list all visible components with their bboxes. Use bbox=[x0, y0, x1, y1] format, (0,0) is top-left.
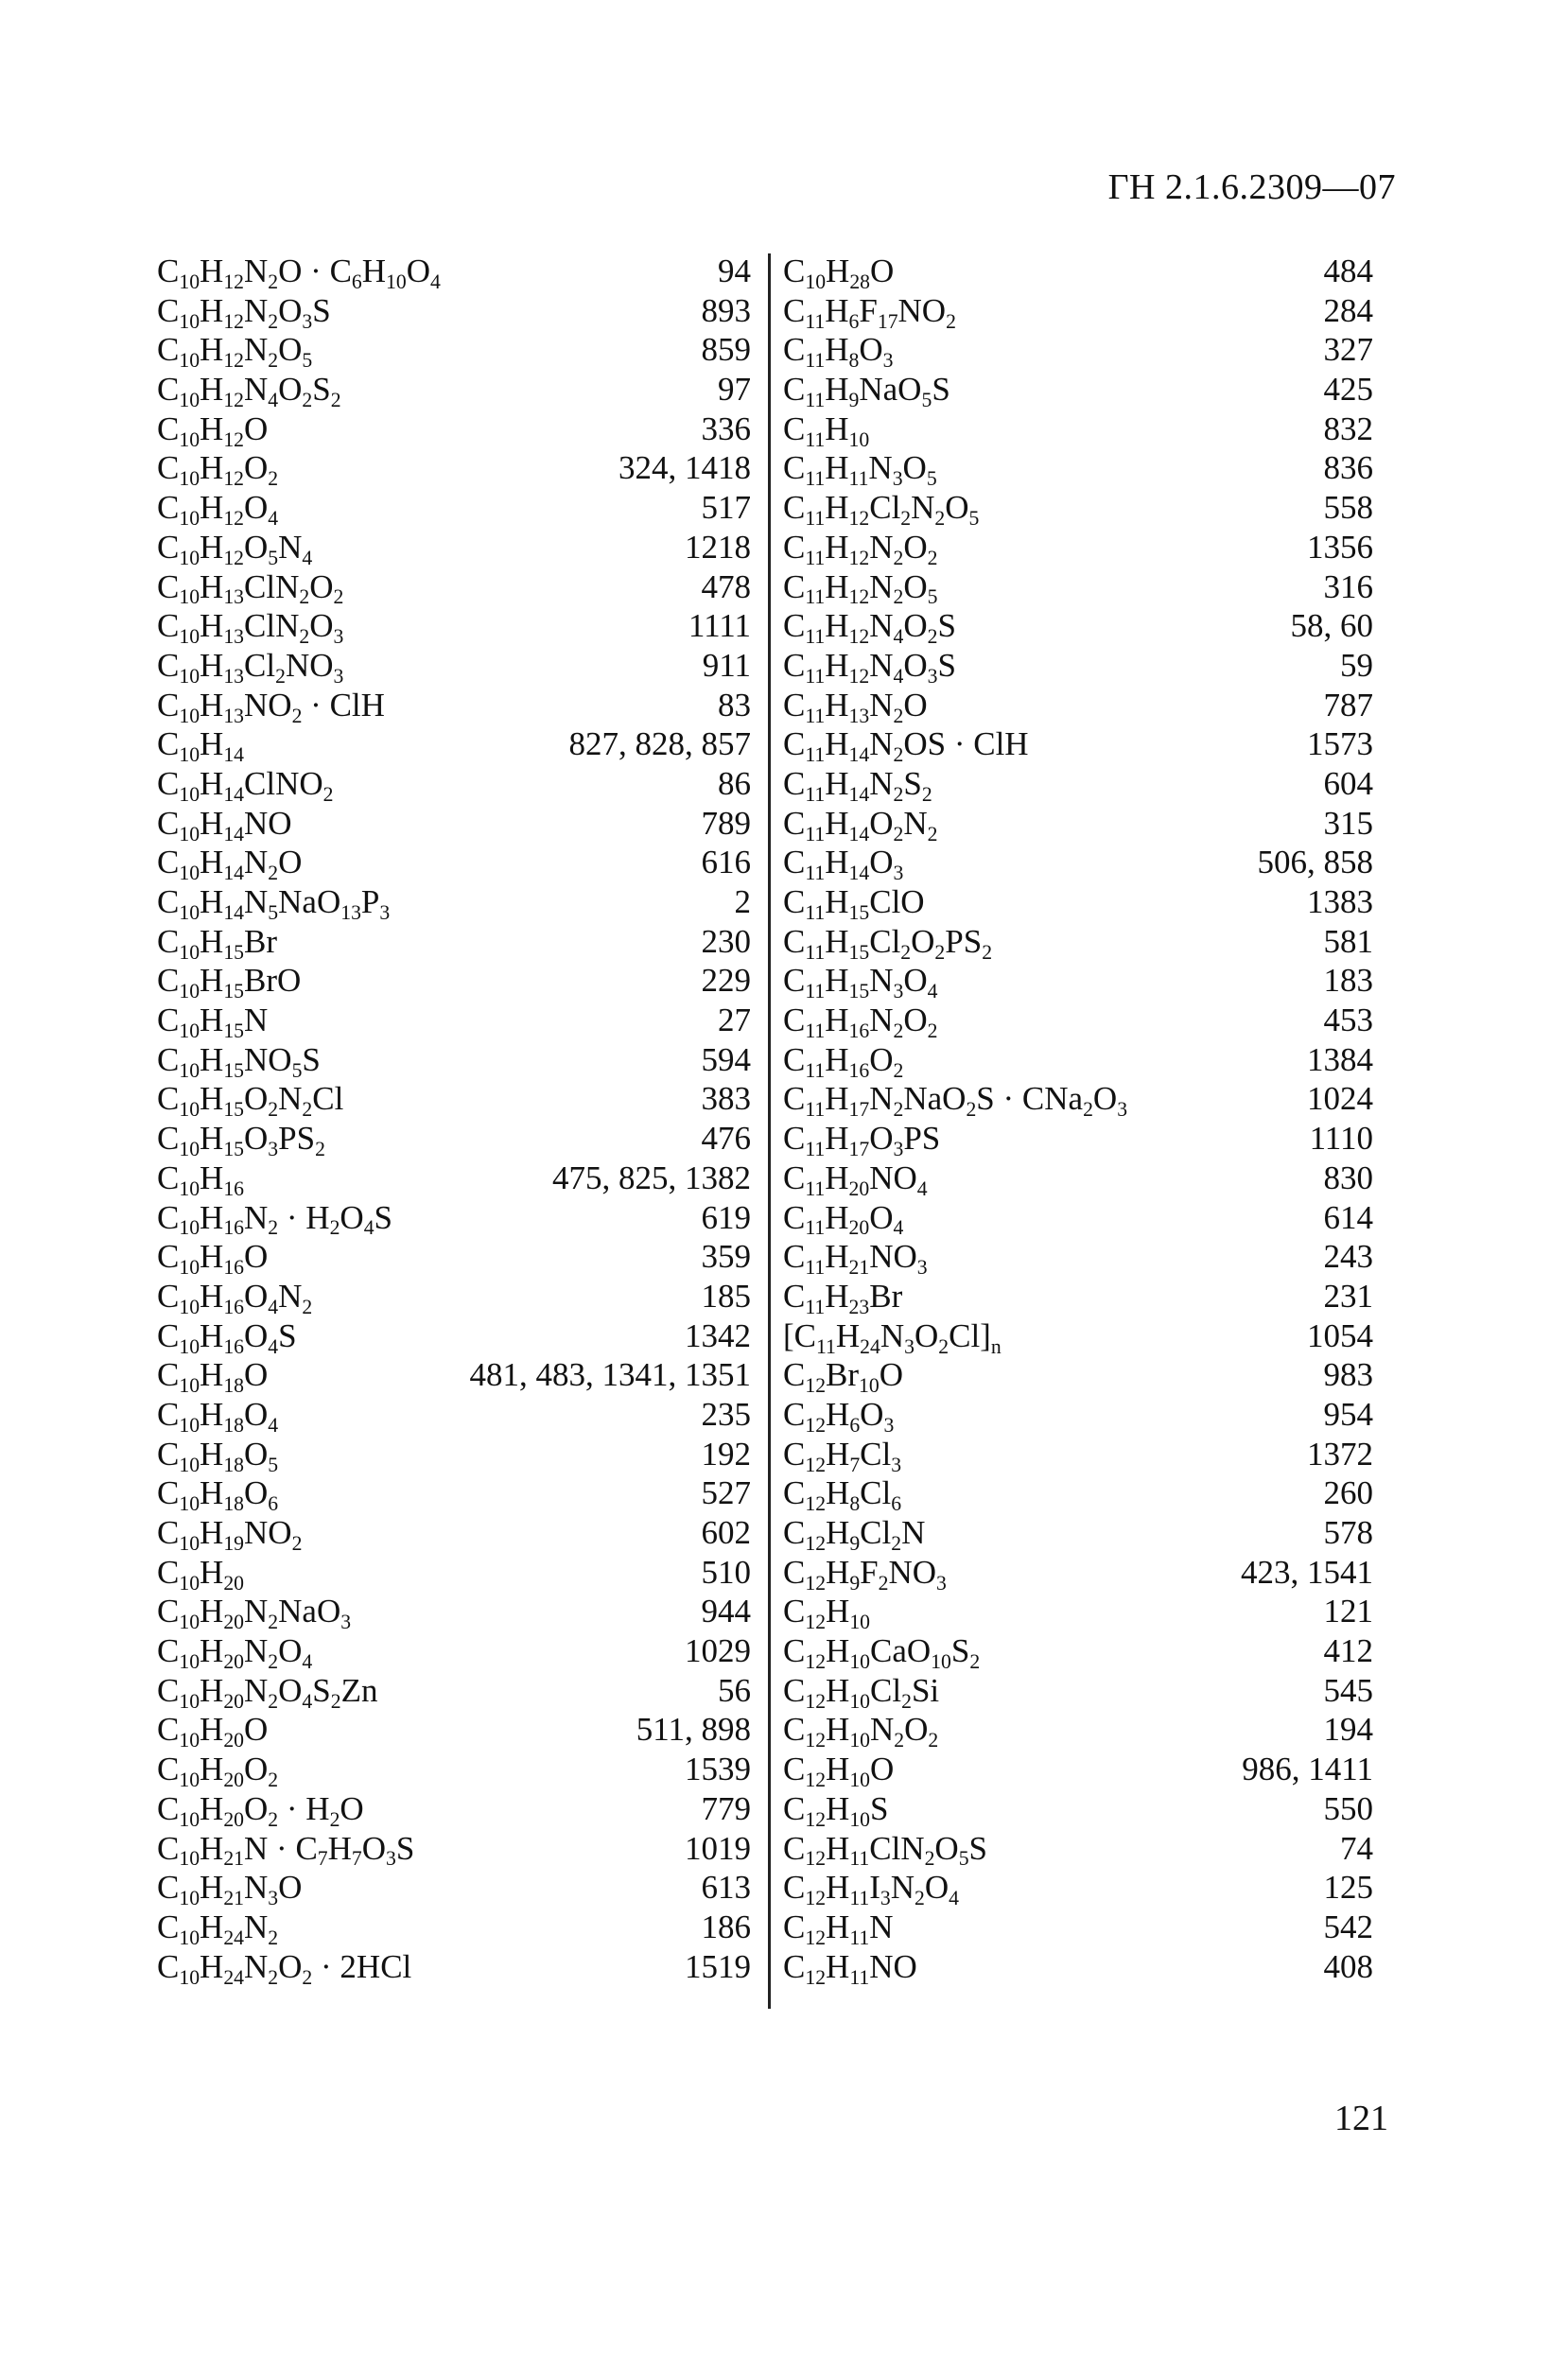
index-entry bbox=[783, 330, 1373, 373]
index-entry bbox=[157, 922, 751, 962]
page-references: 125 bbox=[1323, 1869, 1373, 1907]
page-references: 1539 bbox=[685, 1751, 751, 1788]
index-entry bbox=[783, 764, 1373, 804]
chemical-formula: $C_{10}H_{28}O$ bbox=[783, 253, 895, 293]
index-entry bbox=[157, 1277, 751, 1316]
page-references: 231 bbox=[1323, 1277, 1373, 1315]
index-entry bbox=[783, 1395, 1373, 1435]
chemical-formula: $C_{10}H_{12}N_2O_5$ bbox=[157, 331, 313, 373]
chemical-formula: $C_{10}H_{16}O_4N_2$ bbox=[157, 1277, 313, 1318]
page-references: 511, 898 bbox=[636, 1711, 751, 1749]
page-references: 911 bbox=[702, 646, 751, 684]
chemical-formula: $C_{12}H_{11}NO$ bbox=[783, 1947, 917, 1989]
chemical-formula: $C_{11}H_{11}N_3O_5$ bbox=[783, 449, 937, 491]
chemical-formula: $C_{11}H_{12}N_4O_2S$ bbox=[783, 607, 956, 649]
page-references: 183 bbox=[1323, 962, 1373, 1000]
page-references: 383 bbox=[701, 1080, 751, 1118]
page-references: 235 bbox=[701, 1395, 751, 1433]
chemical-formula: $C_{12}H_9Cl_2N$ bbox=[783, 1514, 926, 1555]
index-entry bbox=[783, 1198, 1373, 1238]
chemical-formula: $C_{10}H_{15}Br$ bbox=[157, 922, 278, 964]
page-references: 27 bbox=[718, 1002, 751, 1039]
index-entry bbox=[783, 882, 1373, 922]
index-entry bbox=[157, 686, 751, 725]
index-entry bbox=[157, 291, 751, 331]
page-references: 1356 bbox=[1307, 528, 1373, 566]
index-entry bbox=[783, 410, 1373, 449]
chemical-formula: $C_{11}H_{10}$ bbox=[783, 410, 870, 451]
page-references: 594 bbox=[701, 1040, 751, 1078]
page-references: 1110 bbox=[1309, 1120, 1373, 1158]
page-references: 412 bbox=[1323, 1632, 1373, 1670]
index-entry bbox=[157, 961, 751, 1001]
formula-index-left-column bbox=[157, 252, 751, 1989]
page-references: 1383 bbox=[1307, 883, 1373, 920]
chemical-formula: $C_{10}H_{16}O_4S$ bbox=[157, 1316, 297, 1358]
page-references: 836 bbox=[1323, 449, 1373, 487]
index-entry bbox=[783, 1237, 1373, 1280]
index-entry bbox=[157, 764, 751, 804]
chemical-formula: $C_{12}H_{10}Cl_2Si$ bbox=[783, 1671, 940, 1713]
index-entry bbox=[157, 1119, 751, 1159]
page-references: 954 bbox=[1323, 1395, 1373, 1433]
chemical-formula: $C_{10}H_{12}N_4O_2S_2$ bbox=[157, 371, 341, 411]
page-references: 619 bbox=[701, 1198, 751, 1236]
index-entry bbox=[783, 370, 1373, 410]
chemical-formula: $C_{10}H_{20}O$ bbox=[157, 1711, 269, 1752]
index-entry bbox=[783, 1001, 1373, 1040]
chemical-formula: $C_{11}H_8O_3$ bbox=[783, 331, 894, 373]
chemical-formula: $C_{10}H_{18}O_6$ bbox=[157, 1474, 279, 1516]
page-references: 604 bbox=[1323, 764, 1373, 802]
page-references: 986, 1411 bbox=[1242, 1751, 1373, 1788]
page-references: 478 bbox=[701, 567, 751, 605]
index-entry bbox=[783, 291, 1373, 331]
chemical-formula: $C_{10}H_{24}N_2O_2 \cdot 2HCl$ bbox=[157, 1947, 412, 1989]
chemical-formula: $C_{10}H_{14}N_5NaO_{13}P_3$ bbox=[157, 883, 391, 924]
chemical-formula: $C_{10}H_{16}O$ bbox=[157, 1238, 269, 1280]
chemical-formula: $C_{11}H_{17}N_2NaO_2S \cdot CNa_2O_3$ bbox=[783, 1080, 1128, 1122]
page-references: 475, 825, 1382 bbox=[552, 1159, 751, 1196]
formula-index-right-column bbox=[783, 252, 1373, 1989]
page-number: 121 bbox=[1334, 2099, 1388, 2138]
index-entry bbox=[783, 1079, 1373, 1122]
chemical-formula: $C_{10}H_{13}ClN_2O_2$ bbox=[157, 567, 344, 609]
index-entry bbox=[157, 567, 751, 607]
index-entry bbox=[783, 1553, 1373, 1593]
index-entry bbox=[157, 1237, 751, 1280]
index-entry bbox=[783, 1868, 1373, 1908]
chemical-formula: $C_{10}H_{14}NO$ bbox=[157, 804, 292, 845]
page-references: 94 bbox=[718, 253, 751, 289]
chemical-formula: $C_{10}H_{18}O_5$ bbox=[157, 1435, 279, 1476]
page-references: 827, 828, 857 bbox=[568, 725, 751, 763]
chemical-formula: $C_{10}H_{15}O_3PS_2$ bbox=[157, 1120, 325, 1161]
chemical-formula: $C_{11}H_{15}ClO$ bbox=[783, 883, 925, 924]
page-references: 58, 60 bbox=[1290, 607, 1373, 645]
index-entry bbox=[783, 686, 1373, 725]
index-entry bbox=[783, 1316, 1373, 1356]
page-references: 1019 bbox=[685, 1829, 751, 1867]
index-entry bbox=[783, 1435, 1373, 1474]
page-references: 453 bbox=[1323, 1002, 1373, 1039]
chemical-formula: $C_{10}H_{15}N$ bbox=[157, 1002, 269, 1042]
chemical-formula: $C_{12}H_8Cl_6$ bbox=[783, 1474, 902, 1516]
chemical-formula: $C_{11}H_{15}Cl_2O_2PS_2$ bbox=[783, 922, 993, 964]
page-references: 121 bbox=[1323, 1593, 1373, 1630]
page-references: 1342 bbox=[685, 1316, 751, 1354]
chemical-formula: $C_{10}H_{15}NO_5S$ bbox=[157, 1040, 321, 1082]
index-entry bbox=[157, 330, 751, 373]
chemical-formula: $C_{11}H_{14}O_3$ bbox=[783, 844, 904, 885]
chemical-formula: $C_{10}H_{13}ClN_2O_3$ bbox=[157, 607, 344, 649]
index-entry bbox=[157, 1671, 751, 1711]
index-entry bbox=[783, 1671, 1373, 1711]
index-entry bbox=[783, 1947, 1373, 1987]
page-references: 545 bbox=[1323, 1671, 1373, 1709]
index-entry bbox=[783, 488, 1373, 531]
page-references: 506, 858 bbox=[1257, 844, 1373, 881]
chemical-formula: $C_{12}H_{10}N_2O_2$ bbox=[783, 1711, 939, 1752]
chemical-formula: $C_{10}H_{12}O_4$ bbox=[157, 489, 279, 531]
index-entry bbox=[157, 1355, 751, 1398]
chemical-formula: $C_{11}H_{12}Cl_2N_2O_5$ bbox=[783, 489, 980, 531]
index-entry bbox=[157, 646, 751, 686]
index-entry bbox=[157, 1473, 751, 1516]
index-entry bbox=[157, 1908, 751, 1947]
chemical-formula: $C_{10}H_{24}N_2$ bbox=[157, 1908, 279, 1949]
index-entry bbox=[157, 804, 751, 844]
page-references: 602 bbox=[701, 1514, 751, 1551]
page-references: 83 bbox=[718, 686, 751, 723]
index-entry bbox=[783, 606, 1373, 649]
page-references: 527 bbox=[701, 1474, 751, 1512]
index-entry bbox=[157, 488, 751, 531]
index-entry bbox=[783, 1750, 1373, 1792]
chemical-formula: $C_{12}Br_{10}O$ bbox=[783, 1356, 904, 1398]
chemical-formula: $C_{10}H_{20}N_2NaO_3$ bbox=[157, 1593, 352, 1634]
chemical-formula: $C_{12}H_{10}S$ bbox=[783, 1789, 889, 1831]
chemical-formula: $C_{12}H_{10}O$ bbox=[783, 1751, 895, 1792]
index-entry bbox=[783, 922, 1373, 962]
page-references: 97 bbox=[718, 371, 751, 409]
chemical-formula: $C_{11}H_{20}O_4$ bbox=[783, 1198, 904, 1240]
index-entry bbox=[157, 370, 751, 410]
page-references: 859 bbox=[701, 331, 751, 369]
chemical-formula: $C_{11}H_{23}Br$ bbox=[783, 1277, 903, 1318]
chemical-formula: $C_{10}H_{15}BrO$ bbox=[157, 962, 302, 1003]
chemical-formula: $C_{10}H_{15}O_2N_2Cl$ bbox=[157, 1080, 344, 1122]
page-references: 327 bbox=[1323, 331, 1373, 369]
chemical-formula: $C_{11}H_6F_{17}NO_2$ bbox=[783, 291, 956, 333]
index-entry bbox=[783, 1829, 1373, 1869]
page-references: 510 bbox=[701, 1553, 751, 1591]
chemical-formula: $C_{10}H_{12}O_5N_4$ bbox=[157, 528, 313, 569]
page-references: 243 bbox=[1323, 1238, 1373, 1276]
column-divider bbox=[768, 253, 771, 2009]
chemical-formula: $C_{11}H_{12}N_2O_2$ bbox=[783, 528, 938, 569]
chemical-formula: $C_{10}H_{14}ClNO_2$ bbox=[157, 764, 334, 806]
page-references: 359 bbox=[701, 1238, 751, 1276]
document-code-header: ГН 2.1.6.2309—07 bbox=[1107, 167, 1396, 207]
page-references: 194 bbox=[1323, 1711, 1373, 1749]
page-references: 2 bbox=[734, 883, 751, 920]
chemical-formula: $C_{10}H_{12}N_2O \cdot C_6H_{10}O_4$ bbox=[157, 253, 441, 293]
chemical-formula: $[C_{11}H_{24}N_3O_2Cl]_n$ bbox=[783, 1316, 1002, 1358]
page-references: 517 bbox=[701, 489, 751, 527]
chemical-formula: $C_{11}H_{16}O_2$ bbox=[783, 1040, 904, 1082]
index-entry bbox=[157, 448, 751, 491]
index-entry bbox=[783, 1040, 1373, 1080]
chemical-formula: $C_{12}H_{11}N$ bbox=[783, 1908, 894, 1949]
page-references: 1024 bbox=[1307, 1080, 1373, 1118]
chemical-formula: $C_{11}H_{14}N_2S_2$ bbox=[783, 764, 932, 806]
page-references: 192 bbox=[701, 1435, 751, 1473]
chemical-formula: $C_{10}H_{21}N_3O$ bbox=[157, 1869, 303, 1910]
index-entry bbox=[783, 1513, 1373, 1553]
page-references: 185 bbox=[701, 1277, 751, 1315]
page-references: 550 bbox=[1323, 1789, 1373, 1827]
chemical-formula: $C_{12}H_{11}I_3N_2O_4$ bbox=[783, 1869, 959, 1910]
page-references: 944 bbox=[701, 1593, 751, 1630]
chemical-formula: $C_{10}H_{20}O_2$ bbox=[157, 1751, 279, 1792]
page-references: 230 bbox=[701, 922, 751, 960]
page-references: 1573 bbox=[1307, 725, 1373, 763]
page-references: 787 bbox=[1323, 686, 1373, 723]
page-references: 86 bbox=[718, 764, 751, 802]
page-references: 830 bbox=[1323, 1159, 1373, 1196]
chemical-formula: $C_{10}H_{19}NO_2$ bbox=[157, 1514, 303, 1555]
index-entry bbox=[783, 567, 1373, 607]
index-entry bbox=[157, 1435, 751, 1474]
chemical-formula: $C_{10}H_{20}O_2 \cdot H_2O$ bbox=[157, 1789, 364, 1831]
page-references: 1372 bbox=[1307, 1435, 1373, 1473]
page-references: 893 bbox=[701, 291, 751, 329]
chemical-formula: $C_{10}H_{18}O_4$ bbox=[157, 1395, 279, 1437]
chemical-formula: $C_{10}H_{12}O$ bbox=[157, 410, 269, 451]
index-entry bbox=[157, 882, 751, 922]
chemical-formula: $C_{12}H_{10}CaO_{10}S_2$ bbox=[783, 1632, 981, 1673]
page-references: 484 bbox=[1323, 253, 1373, 289]
index-entry bbox=[157, 1513, 751, 1553]
index-entry bbox=[157, 1079, 751, 1122]
page-references: 481, 483, 1341, 1351 bbox=[469, 1356, 751, 1394]
index-entry bbox=[783, 724, 1373, 767]
page-references: 1054 bbox=[1307, 1316, 1373, 1354]
index-entry bbox=[783, 1119, 1373, 1159]
index-entry bbox=[783, 961, 1373, 1001]
index-entry bbox=[157, 1789, 751, 1829]
page-references: 260 bbox=[1323, 1474, 1373, 1512]
page-references: 983 bbox=[1323, 1356, 1373, 1394]
chemical-formula: $C_{10}H_{13}Cl_2NO_3$ bbox=[157, 646, 344, 688]
chemical-formula: $C_{10}H_{13}NO_2$ · ClH bbox=[157, 686, 385, 727]
page-references: 74 bbox=[1340, 1829, 1373, 1867]
page-references: 1029 bbox=[685, 1632, 751, 1670]
chemical-formula: $C_{11}H_{15}N_3O_4$ bbox=[783, 962, 938, 1003]
chemical-formula: $C_{12}H_9F_2NO_3$ bbox=[783, 1553, 947, 1595]
index-entry bbox=[157, 1553, 751, 1593]
chemical-formula: $C_{10}H_{16}N_2 \cdot H_2O_4S$ bbox=[157, 1198, 393, 1240]
index-entry bbox=[157, 252, 751, 291]
index-entry bbox=[783, 1710, 1373, 1750]
page-references: 59 bbox=[1340, 646, 1373, 684]
page-references: 1519 bbox=[685, 1947, 751, 1985]
index-entry bbox=[783, 252, 1373, 291]
page-references: 1218 bbox=[685, 528, 751, 566]
index-entry bbox=[157, 1947, 751, 1987]
index-entry bbox=[783, 1789, 1373, 1829]
page-references: 315 bbox=[1323, 804, 1373, 842]
page-references: 558 bbox=[1323, 489, 1373, 527]
chemical-formula: $C_{12}H_7Cl_3$ bbox=[783, 1435, 902, 1476]
index-entry bbox=[783, 1355, 1373, 1398]
chemical-formula: $C_{10}H_{16}$ bbox=[157, 1159, 245, 1200]
chemical-formula: $C_{12}H_{10}$ bbox=[783, 1593, 871, 1634]
page-references: 613 bbox=[701, 1869, 751, 1907]
chemical-formula: $C_{10}H_{20}$ bbox=[157, 1553, 245, 1595]
chemical-formula: $C_{11}H_{20}NO_4$ bbox=[783, 1159, 928, 1200]
index-entry bbox=[783, 1592, 1373, 1634]
chemical-formula: $C_{10}H_{20}N_2O_4$ bbox=[157, 1632, 313, 1673]
index-entry bbox=[783, 528, 1373, 567]
page-references: 229 bbox=[701, 962, 751, 1000]
page-references: 284 bbox=[1323, 291, 1373, 329]
page-references: 408 bbox=[1323, 1947, 1373, 1985]
index-entry bbox=[157, 606, 751, 649]
page-references: 316 bbox=[1323, 567, 1373, 605]
index-entry bbox=[157, 528, 751, 567]
chemical-formula: $C_{10}H_{12}O_2$ bbox=[157, 449, 279, 491]
page-references: 779 bbox=[701, 1789, 751, 1827]
chemical-formula: $C_{11}H_{14}N_2OS$ · ClH bbox=[783, 725, 1029, 767]
index-entry bbox=[783, 804, 1373, 844]
index-entry bbox=[783, 1473, 1373, 1516]
page-references: 476 bbox=[701, 1120, 751, 1158]
index-entry bbox=[157, 1868, 751, 1908]
index-entry bbox=[783, 1631, 1373, 1671]
index-entry bbox=[157, 1040, 751, 1080]
index-entry bbox=[157, 1631, 751, 1671]
chemical-formula: $C_{12}H_{11}ClN_2O_5S$ bbox=[783, 1829, 988, 1871]
index-entry bbox=[783, 1908, 1373, 1947]
chemical-formula: $C_{11}H_{16}N_2O_2$ bbox=[783, 1002, 938, 1042]
chemical-formula: $C_{11}H_{12}N_2O_5$ bbox=[783, 567, 938, 609]
chemical-formula: $C_{11}H_{21}NO_3$ bbox=[783, 1238, 928, 1280]
page-references: 336 bbox=[701, 410, 751, 447]
page-references: 614 bbox=[1323, 1198, 1373, 1236]
index-entry bbox=[783, 448, 1373, 491]
page-references: 616 bbox=[701, 844, 751, 881]
page-references: 832 bbox=[1323, 410, 1373, 447]
chemical-formula: $C_{11}H_{14}O_2N_2$ bbox=[783, 804, 938, 845]
index-entry bbox=[157, 843, 751, 885]
page-references: 581 bbox=[1323, 922, 1373, 960]
index-entry bbox=[157, 1710, 751, 1750]
index-entry bbox=[157, 1316, 751, 1356]
index-entry bbox=[783, 843, 1373, 885]
index-entry bbox=[157, 1829, 751, 1869]
index-entry bbox=[157, 410, 751, 449]
index-entry bbox=[783, 1159, 1373, 1198]
page-references: 56 bbox=[718, 1671, 751, 1709]
chemical-formula: $C_{11}H_{12}N_4O_3S$ bbox=[783, 646, 956, 688]
chemical-formula: $C_{10}H_{14}$ bbox=[157, 725, 245, 767]
chemical-formula: $C_{10}H_{21}N \cdot C_7H_7O_3S$ bbox=[157, 1829, 415, 1871]
page-references: 789 bbox=[701, 804, 751, 842]
index-entry bbox=[783, 1277, 1373, 1316]
chemical-formula: $C_{12}H_6O_3$ bbox=[783, 1395, 895, 1437]
page-references: 423, 1541 bbox=[1241, 1553, 1373, 1591]
chemical-formula: $C_{10}H_{20}N_2O_4S_2Zn$ bbox=[157, 1671, 378, 1713]
chemical-formula: $C_{11}H_{13}N_2O$ bbox=[783, 686, 928, 727]
index-entry bbox=[157, 1159, 751, 1198]
chemical-formula: $C_{10}H_{14}N_2O$ bbox=[157, 844, 303, 885]
page-references: 1384 bbox=[1307, 1040, 1373, 1078]
page-references: 542 bbox=[1323, 1908, 1373, 1945]
page-references: 186 bbox=[701, 1908, 751, 1945]
index-entry bbox=[157, 1198, 751, 1238]
index-entry bbox=[157, 1592, 751, 1634]
chemical-formula: $C_{11}H_9NaO_5S$ bbox=[783, 371, 950, 411]
page-references: 578 bbox=[1323, 1514, 1373, 1551]
page-references: 425 bbox=[1323, 371, 1373, 409]
page-references: 324, 1418 bbox=[618, 449, 751, 487]
index-entry bbox=[157, 1750, 751, 1792]
chemical-formula: $C_{11}H_{17}O_3PS$ bbox=[783, 1120, 941, 1161]
chemical-formula: $C_{10}H_{12}N_2O_3S$ bbox=[157, 291, 331, 333]
index-entry bbox=[783, 646, 1373, 686]
index-entry bbox=[157, 1001, 751, 1040]
chemical-formula: $C_{10}H_{18}O$ bbox=[157, 1356, 269, 1398]
index-entry bbox=[157, 724, 751, 767]
page-references: 1111 bbox=[688, 607, 751, 645]
index-entry bbox=[157, 1395, 751, 1435]
